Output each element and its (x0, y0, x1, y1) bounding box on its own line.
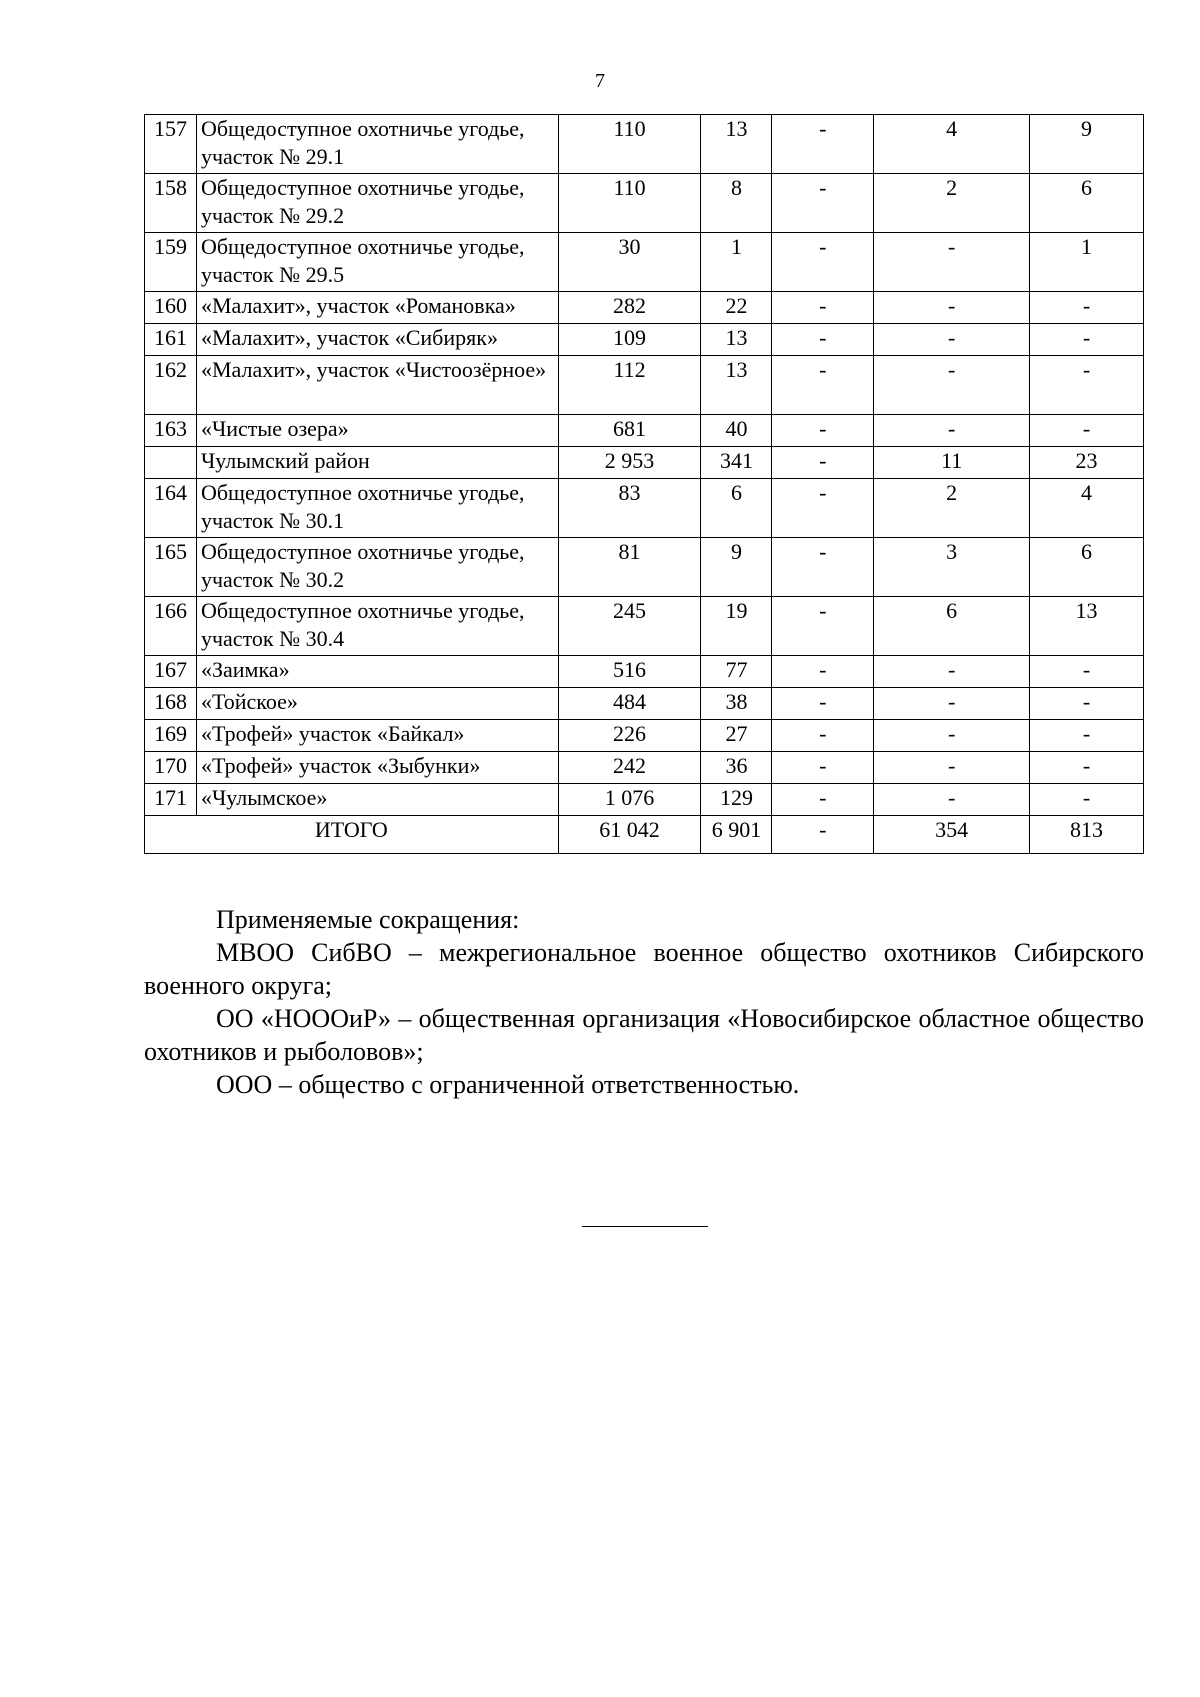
value-cell-4: - (874, 415, 1030, 447)
row-name-cell: «Чулымское» (196, 784, 558, 816)
row-number-cell: 160 (145, 292, 197, 324)
row-name-cell: «Малахит», участок «Сибиряк» (196, 324, 558, 356)
value-cell-3: - (772, 538, 874, 597)
value-cell-5: - (1030, 292, 1144, 324)
total-value-cell-4: 354 (874, 816, 1030, 854)
value-cell-4: - (874, 752, 1030, 784)
value-cell-2: 13 (701, 356, 772, 415)
table-row (145, 174, 1144, 233)
value-cell-3: - (772, 597, 874, 656)
value-cell-1: 109 (558, 324, 701, 356)
value-cell-4: - (874, 233, 1030, 292)
value-cell-2: 27 (701, 720, 772, 752)
total-label-cell: ИТОГО (145, 816, 559, 854)
total-value-cell-2: 6 901 (701, 816, 772, 854)
value-cell-3: - (772, 656, 874, 688)
value-cell-5: 1 (1030, 233, 1144, 292)
hunting-grounds-table (144, 114, 1144, 854)
value-cell-1: 2 953 (558, 447, 701, 479)
value-cell-5: 9 (1030, 115, 1144, 174)
value-cell-1: 282 (558, 292, 701, 324)
row-name-cell: Чулымский район (196, 447, 558, 479)
value-cell-2: 341 (701, 447, 772, 479)
table-row (145, 688, 1144, 720)
table-body (145, 115, 1144, 854)
value-cell-5: - (1030, 356, 1144, 415)
value-cell-2: 9 (701, 538, 772, 597)
value-cell-4: 2 (874, 479, 1030, 538)
value-cell-2: 22 (701, 292, 772, 324)
value-cell-5: - (1030, 752, 1144, 784)
value-cell-2: 19 (701, 597, 772, 656)
value-cell-3: - (772, 292, 874, 324)
value-cell-5: 13 (1030, 597, 1144, 656)
note-item-ooo: ООО – общество с ограниченной ответственностью. (216, 1070, 800, 1099)
value-cell-5: 6 (1030, 174, 1144, 233)
value-cell-2: 77 (701, 656, 772, 688)
value-cell-1: 484 (558, 688, 701, 720)
value-cell-5: - (1030, 415, 1144, 447)
table-row (145, 115, 1144, 174)
value-cell-2: 13 (701, 115, 772, 174)
value-cell-4: - (874, 324, 1030, 356)
row-name-cell: Общедоступное охотничье угодье, участок № 30.1 (196, 479, 558, 538)
value-cell-1: 81 (558, 538, 701, 597)
table-row (145, 356, 1144, 415)
end-rule (582, 1226, 708, 1227)
row-number-cell: 169 (145, 720, 197, 752)
row-number-cell: 165 (145, 538, 197, 597)
row-name-cell: «Трофей» участок «Зыбунки» (196, 752, 558, 784)
row-number-cell: 163 (145, 415, 197, 447)
total-value-cell-1: 61 042 (558, 816, 701, 854)
value-cell-2: 8 (701, 174, 772, 233)
value-cell-2: 13 (701, 324, 772, 356)
table-row (145, 479, 1144, 538)
value-cell-1: 1 076 (558, 784, 701, 816)
value-cell-3: - (772, 115, 874, 174)
table-row (145, 720, 1144, 752)
value-cell-5: - (1030, 656, 1144, 688)
row-number-cell: 168 (145, 688, 197, 720)
row-name-cell: Общедоступное охотничье угодье, участок № 29.5 (196, 233, 558, 292)
value-cell-1: 110 (558, 174, 701, 233)
row-number-cell: 162 (145, 356, 197, 415)
value-cell-2: 129 (701, 784, 772, 816)
row-number-cell: 158 (145, 174, 197, 233)
row-name-cell: «Заимка» (196, 656, 558, 688)
table-row (145, 538, 1144, 597)
value-cell-1: 242 (558, 752, 701, 784)
value-cell-3: - (772, 415, 874, 447)
value-cell-3: - (772, 479, 874, 538)
value-cell-4: 11 (874, 447, 1030, 479)
value-cell-5: - (1030, 784, 1144, 816)
value-cell-5: 4 (1030, 479, 1144, 538)
value-cell-5: 6 (1030, 538, 1144, 597)
row-number-cell (145, 447, 197, 479)
value-cell-4: - (874, 292, 1030, 324)
value-cell-5: - (1030, 720, 1144, 752)
value-cell-2: 40 (701, 415, 772, 447)
value-cell-2: 38 (701, 688, 772, 720)
row-number-cell: 157 (145, 115, 197, 174)
row-number-cell: 161 (145, 324, 197, 356)
row-name-cell: «Тойское» (196, 688, 558, 720)
value-cell-1: 30 (558, 233, 701, 292)
value-cell-1: 516 (558, 656, 701, 688)
row-name-cell: Общедоступное охотничье угодье, участок № 30.2 (196, 538, 558, 597)
row-name-cell: Общедоступное охотничье угодье, участок № 30.4 (196, 597, 558, 656)
value-cell-2: 1 (701, 233, 772, 292)
value-cell-4: 2 (874, 174, 1030, 233)
value-cell-1: 226 (558, 720, 701, 752)
value-cell-4: - (874, 356, 1030, 415)
value-cell-3: - (772, 784, 874, 816)
row-name-cell: «Малахит», участок «Чистоозёрное» (196, 356, 558, 415)
value-cell-3: - (772, 356, 874, 415)
value-cell-4: 6 (874, 597, 1030, 656)
row-name-cell: Общедоступное охотничье угодье, участок № 29.1 (196, 115, 558, 174)
row-number-cell: 159 (145, 233, 197, 292)
value-cell-3: - (772, 233, 874, 292)
note-item-mvoo: МВОО СибВО – межрегиональное военное общество охотников Сибирского военного округа; (144, 938, 1144, 1000)
abbreviations-notes (144, 903, 1144, 1101)
note-item-oo-noooir: ОО «НОООиР» – общественная организация «Новосибирское областное общество охотников и рыболовов»; (144, 1004, 1144, 1066)
table-row (145, 656, 1144, 688)
value-cell-1: 681 (558, 415, 701, 447)
table-row (145, 784, 1144, 816)
value-cell-2: 36 (701, 752, 772, 784)
value-cell-4: 4 (874, 115, 1030, 174)
value-cell-5: - (1030, 324, 1144, 356)
value-cell-3: - (772, 447, 874, 479)
table-row (145, 597, 1144, 656)
table-row (145, 233, 1144, 292)
value-cell-4: - (874, 784, 1030, 816)
value-cell-1: 112 (558, 356, 701, 415)
row-number-cell: 170 (145, 752, 197, 784)
value-cell-4: 3 (874, 538, 1030, 597)
value-cell-4: - (874, 688, 1030, 720)
table-row (145, 324, 1144, 356)
row-name-cell: «Малахит», участок «Романовка» (196, 292, 558, 324)
page-number: 7 (595, 70, 605, 92)
value-cell-3: - (772, 324, 874, 356)
row-number-cell: 167 (145, 656, 197, 688)
row-name-cell: Общедоступное охотничье угодье, участок № 29.2 (196, 174, 558, 233)
value-cell-1: 110 (558, 115, 701, 174)
value-cell-3: - (772, 720, 874, 752)
value-cell-3: - (772, 174, 874, 233)
value-cell-3: - (772, 688, 874, 720)
table-row (145, 752, 1144, 784)
table-total-row (145, 816, 1144, 854)
value-cell-2: 6 (701, 479, 772, 538)
row-name-cell: «Чистые озера» (196, 415, 558, 447)
value-cell-4: - (874, 656, 1030, 688)
value-cell-1: 83 (558, 479, 701, 538)
value-cell-1: 245 (558, 597, 701, 656)
value-cell-3: - (772, 752, 874, 784)
row-number-cell: 166 (145, 597, 197, 656)
total-value-cell-3: - (772, 816, 874, 854)
value-cell-4: - (874, 720, 1030, 752)
value-cell-5: - (1030, 688, 1144, 720)
row-number-cell: 171 (145, 784, 197, 816)
notes-heading: Применяемые сокращения: (216, 905, 520, 934)
table-row (145, 292, 1144, 324)
value-cell-5: 23 (1030, 447, 1144, 479)
row-number-cell: 164 (145, 479, 197, 538)
total-value-cell-5: 813 (1030, 816, 1144, 854)
row-name-cell: «Трофей» участок «Байкал» (196, 720, 558, 752)
table-row (145, 415, 1144, 447)
table-row (145, 447, 1144, 479)
